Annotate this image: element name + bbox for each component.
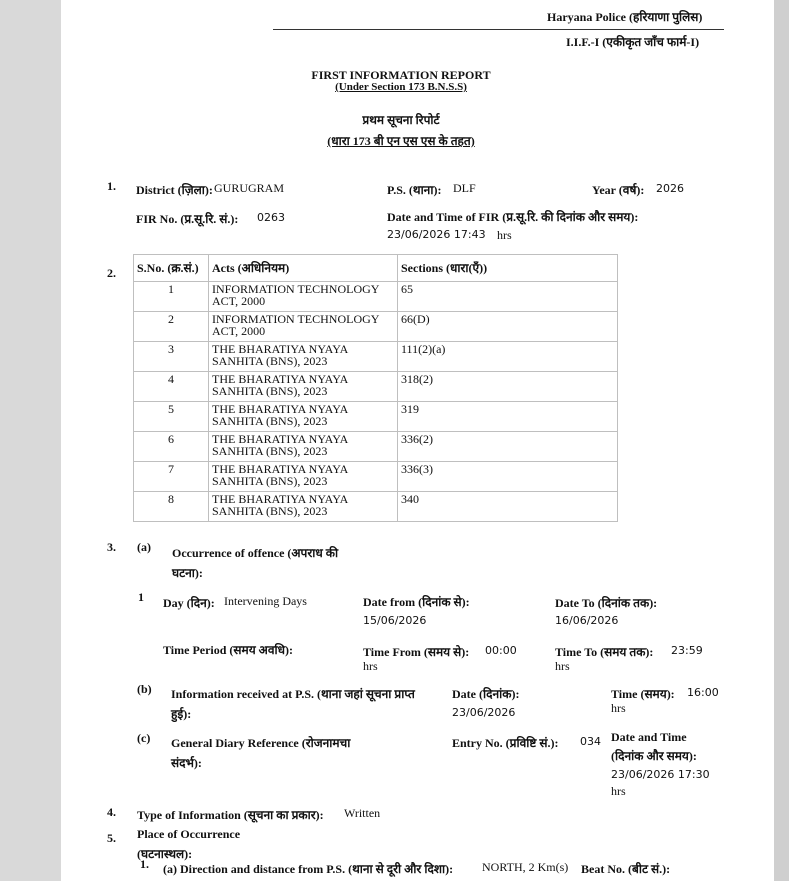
col-header-acts: Acts (अधिनियम) bbox=[209, 255, 398, 282]
info-date-label: Date (दिनांक): bbox=[452, 687, 520, 701]
year-value: 2026 bbox=[656, 182, 684, 195]
time-to-unit: hrs bbox=[555, 659, 570, 673]
header-rule bbox=[273, 29, 724, 30]
section-cell: 336(3) bbox=[398, 462, 618, 492]
title-en-sub: (Under Section 173 B.N.S.S) bbox=[335, 81, 467, 93]
act-line-1: THE BHARATIYA NYAYA bbox=[212, 342, 349, 356]
gd-datetime-value: 23/06/2026 17:30 bbox=[611, 768, 710, 781]
title-hi-sub: (धारा 173 बी एन एस एस के तहत) bbox=[327, 134, 475, 148]
section-cell: 319 bbox=[398, 402, 618, 432]
entry-no-value: 034 bbox=[580, 735, 601, 748]
time-to-value: 23:59 bbox=[671, 644, 703, 657]
place-item-number: 1. bbox=[140, 857, 149, 871]
info-time-label: Time (समय): bbox=[611, 687, 675, 701]
direction-distance-label: (a) Direction and distance from P.S. (थाना से दूरी और दिशा): bbox=[163, 862, 454, 876]
gd-datetime-unit: hrs bbox=[611, 784, 626, 798]
act-line-2: SANHITA (BNS), 2023 bbox=[212, 474, 328, 488]
viewer-scroll-gutter bbox=[774, 0, 789, 881]
beat-no-label: Beat No. (बीट सं.): bbox=[581, 862, 671, 876]
act-line-2: SANHITA (BNS), 2023 bbox=[212, 414, 328, 428]
col-header-sections: Sections (धारा(एँ)) bbox=[398, 255, 618, 282]
place-label-line1: Place of Occurrence bbox=[137, 827, 241, 841]
section-3b-marker: (b) bbox=[137, 682, 152, 696]
act-line-1: INFORMATION TECHNOLOGY bbox=[212, 312, 380, 326]
date-to-value: 16/06/2026 bbox=[555, 614, 619, 627]
time-from-label: Time From (समय से): bbox=[363, 645, 470, 659]
sno-cell: 7 bbox=[134, 462, 209, 492]
act-line-2: ACT, 2000 bbox=[212, 294, 266, 308]
sno-cell: 8 bbox=[134, 492, 209, 522]
time-period-label: Time Period (समय अवधि): bbox=[163, 643, 293, 657]
time-from-unit: hrs bbox=[363, 659, 378, 673]
act-line-1: THE BHARATIYA NYAYA bbox=[212, 492, 349, 506]
act-line-1: THE BHARATIYA NYAYA bbox=[212, 372, 349, 386]
act-line-1: THE BHARATIYA NYAYA bbox=[212, 432, 349, 446]
fir-datetime-unit: hrs bbox=[497, 228, 512, 242]
time-from-value: 00:00 bbox=[485, 644, 517, 657]
act-line-2: SANHITA (BNS), 2023 bbox=[212, 354, 328, 368]
info-type-label: Type of Information (सूचना का प्रकार): bbox=[137, 808, 324, 822]
sno-cell: 3 bbox=[134, 342, 209, 372]
section-cell: 318(2) bbox=[398, 372, 618, 402]
info-type-value: Written bbox=[344, 806, 381, 820]
ps-value: DLF bbox=[453, 181, 476, 195]
act-line-1: THE BHARATIYA NYAYA bbox=[212, 462, 349, 476]
section-2-number: 2. bbox=[107, 266, 116, 280]
date-to-label: Date To (दिनांक तक): bbox=[555, 596, 658, 610]
date-from-label: Date from (दिनांक से): bbox=[363, 595, 470, 609]
section-3-number: 3. bbox=[107, 540, 116, 554]
sno-cell: 2 bbox=[134, 312, 209, 342]
entry-no-label: Entry No. (प्रविष्टि सं.): bbox=[452, 736, 559, 750]
act-line-2: ACT, 2000 bbox=[212, 324, 266, 338]
section-4-number: 4. bbox=[107, 805, 116, 819]
place-label-line2: (घटनास्थल): bbox=[137, 847, 193, 861]
date-from-value: 15/06/2026 bbox=[363, 614, 427, 627]
act-line-2: SANHITA (BNS), 2023 bbox=[212, 504, 328, 518]
fir-datetime-value: 23/06/2026 17:43 bbox=[387, 228, 486, 241]
col-header-sno: S.No. (क्र.सं.) bbox=[134, 255, 209, 282]
gd-datetime-label-line1: Date and Time bbox=[611, 730, 687, 744]
ps-label: P.S. (थाना): bbox=[387, 183, 442, 197]
fir-value: 0263 bbox=[257, 211, 285, 224]
occurrence-item-number: 1 bbox=[138, 590, 144, 604]
day-label: Day (दिन): bbox=[163, 596, 215, 610]
sno-cell: 5 bbox=[134, 402, 209, 432]
section-cell: 65 bbox=[398, 282, 618, 312]
section-3c-marker: (c) bbox=[137, 731, 151, 745]
occurrence-label-line2: घटना): bbox=[172, 566, 203, 580]
act-line-2: SANHITA (BNS), 2023 bbox=[212, 444, 328, 458]
section-5-number: 5. bbox=[107, 831, 116, 845]
document-lower bbox=[61, 0, 774, 881]
section-1-number: 1. bbox=[107, 179, 116, 193]
gd-ref-label-line1: General Diary Reference (रोजनामचा bbox=[171, 736, 351, 750]
time-to-label: Time To (समय तक): bbox=[555, 645, 654, 659]
year-label: Year (वर्ष): bbox=[592, 183, 645, 197]
fir-label: FIR No. (प्र.सू.रि. सं.): bbox=[136, 212, 239, 226]
form-id: I.I.F.-I (एकीकृत जाँच फार्म-I) bbox=[566, 35, 700, 49]
direction-distance-value: NORTH, 2 Km(s) bbox=[482, 860, 569, 874]
sno-cell: 1 bbox=[134, 282, 209, 312]
sno-cell: 4 bbox=[134, 372, 209, 402]
district-value: GURUGRAM bbox=[214, 181, 285, 195]
gd-ref-label-line2: संदर्भ): bbox=[171, 756, 202, 770]
district-label: District (ज़िला): bbox=[136, 183, 213, 197]
info-received-label-line2: हुई): bbox=[171, 707, 192, 721]
section-cell: 336(2) bbox=[398, 432, 618, 462]
occurrence-label-line1: Occurrence of offence (अपराध की bbox=[172, 546, 339, 560]
act-line-2: SANHITA (BNS), 2023 bbox=[212, 384, 328, 398]
act-line-1: INFORMATION TECHNOLOGY bbox=[212, 282, 380, 296]
section-cell: 66(D) bbox=[398, 312, 618, 342]
section-cell: 111(2)(a) bbox=[398, 342, 618, 372]
gd-datetime-label-line2: (दिनांक और समय): bbox=[611, 749, 697, 763]
info-time-value: 16:00 bbox=[687, 686, 719, 699]
section-3a-marker: (a) bbox=[137, 540, 151, 554]
title-en: FIRST INFORMATION REPORT bbox=[311, 68, 491, 82]
fir-datetime-label: Date and Time of FIR (प्र.सू.रि. की दिनांक और समय): bbox=[387, 210, 639, 224]
act-line-1: THE BHARATIYA NYAYA bbox=[212, 402, 349, 416]
section-cell: 340 bbox=[398, 492, 618, 522]
day-value: Intervening Days bbox=[224, 594, 307, 608]
org-header: Haryana Police (हरियाणा पुलिस) bbox=[547, 10, 703, 24]
title-hi: प्रथम सूचना रिपोर्ट bbox=[362, 113, 440, 127]
info-received-label-line1: Information received at P.S. (थाना जहां सूचना प्राप्त bbox=[171, 687, 415, 701]
info-date-value: 23/06/2026 bbox=[452, 706, 516, 719]
info-time-unit: hrs bbox=[611, 701, 626, 715]
sno-cell: 6 bbox=[134, 432, 209, 462]
